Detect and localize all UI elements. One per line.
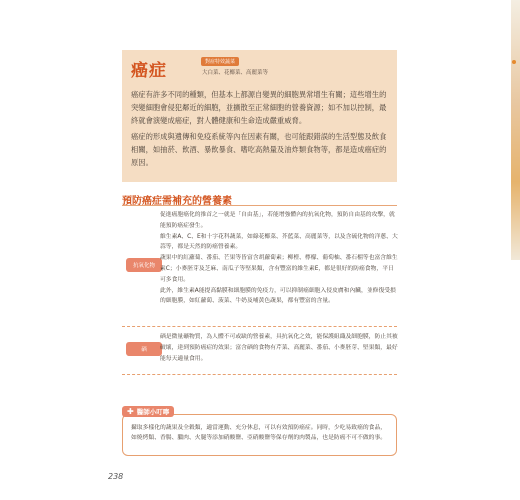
divider [122, 374, 397, 375]
nutrient-block-selenium [122, 330, 397, 374]
nutrient-paragraph: 促進癌胞癌化的推首之一就是「自由基」，若能增強體內的抗氧化物，預防自由基的攻擊，就能預防癌症發生。 [160, 212, 395, 229]
vegetable-list: 大白菜、花椰菜、高麗菜等 [202, 70, 269, 76]
doctor-tip-label [122, 406, 174, 417]
doctor-tip-title: 醫師小叮嚀 [136, 408, 170, 416]
section-rule [122, 205, 397, 206]
section-title: 預防癌症需補充的營養素 [122, 196, 232, 207]
nutrient-text [160, 332, 398, 364]
intro-text [131, 88, 389, 172]
intro-paragraph: 癌症的形成與遺傳和免疫系統等內在因素有關，也可能跟錯誤的生活型態及飲食相關，如抽菸、飲酒、暴飲暴食、嗜吃高熱量及油炸類食物等，都是造成癌症的原因。 [131, 132, 387, 167]
page-number: 238 [108, 472, 124, 481]
nutrient-paragraph: 此外，維生素A能提高黏膜和細胞膜的免疫力，可以抑制癌細胞入侵皮膚和內臟，並修復受損的細胞膜，如紅蘿蔔、菠菜、牛奶及哺黃色蔬果，都有豐富的含量。 [160, 287, 396, 305]
page-edge-strip [511, 0, 520, 260]
vegetable-tag: 對症特效蔬菜 [201, 57, 239, 66]
nutrient-paragraph: 硒是微量礦物質，為人體不可或缺的營養素，具抗氧化之效，能保護組織及細胞膜，防止其被破壞，達到預防癌症的效果；富含硒的食物有芹菜、高麗菜、番茄、小麥胚芽、堅果類，最好能每天適量食用。 [160, 334, 398, 362]
nutrient-text [160, 210, 398, 307]
divider [122, 326, 397, 327]
doctor-tip-text: 攝取多樣化的蔬果及全穀類，適當運動、充分休息，可以有效預防癌症。同時，少吃易致癌的食品，如燒烤類、香腸、臘肉、火腿等添加硝酸鹽、亞硝酸鹽等保存劑的肉製品，也是防癌不可不做的事。 [131, 425, 387, 441]
nutrient-badge: 硒 [126, 342, 162, 356]
disease-title: 癌症 [131, 61, 167, 81]
disease-header-box [122, 50, 397, 182]
nutrient-badge: 抗氧化物 [126, 258, 162, 272]
intro-paragraph: 癌症有許多不同的種類，但基本上都源自變異的細胞異常增生有關；這些增生的突變細胞會侵犯鄰近的細胞，並擴散至正常細胞的營養資源；如不加以控制，最終就會演變成癌症，對人體健康和生命造成嚴重威脅。 [131, 90, 387, 125]
edge-marker [512, 60, 516, 64]
nutrient-paragraph: 蔬果中的紅蘿蔔、番茄、芒果等皆富含胡蘿蔔素；柳橙、檸檬、葡萄柚、番石榴等也富含維生素C；小麥胚芽及芝麻、南瓜子等堅果類，含有豐富的維生素E，都是很好的防癌食物，平日可多食用。 [160, 255, 398, 283]
doctor-tip-box [122, 414, 397, 456]
nutrient-paragraph: 維生素A、C、E和十字花科蔬菜，如綠花椰菜、芥藍菜、高麗菜等，以及含硫化物的洋蔥、大蒜等，都是天然的防癌營養素。 [160, 233, 398, 251]
plus-icon: ✚ [127, 406, 134, 416]
nutrient-block-antioxidants [122, 208, 397, 326]
